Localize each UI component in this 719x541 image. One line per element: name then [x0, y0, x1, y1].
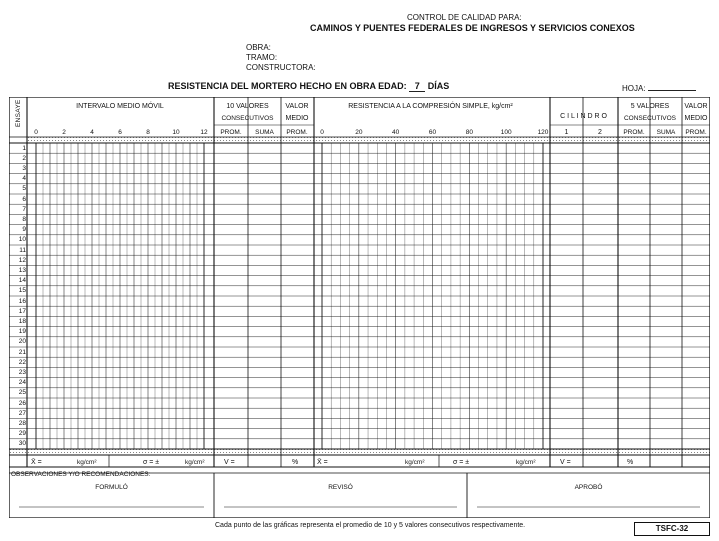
v-right-percent: %	[627, 459, 634, 466]
row-number-30: 30	[18, 440, 26, 448]
intervalo-tick-12: 12	[200, 129, 208, 136]
age-value[interactable]: 7	[409, 81, 425, 92]
sigma-left-unit: kg/cm²	[185, 459, 205, 466]
valor-medio-5-header-1: VALOR	[684, 103, 708, 110]
ensaye-header: ENSAYE	[15, 99, 22, 127]
header-line-1: CONTROL DE CALIDAD PARA:	[407, 13, 522, 22]
xbar-right: X̄ =	[317, 459, 328, 466]
row-number-21: 21	[18, 348, 26, 356]
resistencia-header: RESISTENCIA A LA COMPRESIÓN SIMPLE, kg/cm²	[348, 103, 513, 110]
valor-medio-header-1: VALOR	[285, 103, 309, 110]
cilindro-2-label: 2	[598, 129, 602, 136]
intervalo-tick-2: 2	[62, 129, 66, 136]
row-number-18: 18	[18, 317, 26, 325]
intervalo-tick-8: 8	[146, 129, 150, 136]
ten-values-header: 10 VALORES	[226, 103, 269, 110]
obra-label: OBRA:	[246, 43, 271, 52]
v-left: V =	[224, 459, 235, 466]
footnote: Cada punto de las gráficas representa el promedio de 10 y 5 valores consecutivos respectivamente.	[215, 522, 526, 529]
suma-5-label: SUMA	[656, 129, 676, 136]
sigma-right: σ = ±	[453, 459, 470, 466]
row-number-27: 27	[18, 409, 26, 417]
intervalo-tick-0: 0	[34, 129, 38, 136]
form-code: TSFC-32	[634, 522, 710, 536]
resistencia-tick-20: 20	[355, 129, 363, 136]
prom-5-valor-medio-label: PROM.	[685, 129, 707, 136]
row-number-26: 26	[18, 399, 26, 407]
v-left-percent: %	[292, 459, 299, 466]
row-number-3: 3	[22, 164, 26, 172]
valor-medio-5-header-2: MEDIO	[684, 115, 708, 122]
hoja-input[interactable]	[648, 82, 696, 91]
v-right: V =	[560, 459, 571, 466]
constructora-label: CONSTRUCTORA:	[246, 63, 316, 72]
age-unit: DÍAS	[427, 81, 450, 91]
row-number-12: 12	[18, 256, 26, 264]
row-number-17: 17	[18, 307, 26, 315]
intervalo-tick-4: 4	[90, 129, 94, 136]
row-number-22: 22	[18, 358, 26, 366]
row-number-5: 5	[22, 185, 26, 193]
resistencia-tick-0: 0	[320, 129, 324, 136]
row-number-25: 25	[18, 389, 26, 397]
hoja-field	[622, 82, 696, 93]
sigma-right-unit: kg/cm²	[516, 459, 536, 466]
row-number-24: 24	[18, 379, 26, 387]
sheet-grid	[9, 97, 710, 518]
intervalo-tick-10: 10	[172, 129, 180, 136]
tramo-label: TRAMO:	[246, 53, 278, 62]
form-title	[168, 81, 449, 92]
resistencia-tick-60: 60	[428, 129, 437, 136]
row-number-8: 8	[22, 215, 26, 223]
row-number-16: 16	[18, 297, 26, 305]
row-number-23: 23	[18, 368, 26, 376]
xbar-right-unit: kg/cm²	[405, 459, 425, 466]
resistencia-tick-100: 100	[500, 129, 512, 136]
aprobo-label: APROBÓ	[574, 484, 603, 491]
resistencia-tick-80: 80	[465, 129, 473, 136]
row-number-28: 28	[18, 419, 26, 427]
row-number-10: 10	[18, 236, 26, 244]
row-number-1: 1	[22, 144, 26, 152]
five-values-header: 5 VALORES	[630, 103, 670, 110]
row-number-6: 6	[22, 195, 26, 203]
intervalo-header: INTERVALO MEDIO MÓVIL	[76, 103, 164, 110]
row-number-13: 13	[18, 266, 26, 274]
prom-5-label: PROM.	[623, 129, 645, 136]
data-sheet	[9, 97, 710, 518]
row-number-29: 29	[18, 430, 26, 438]
row-number-15: 15	[18, 287, 26, 295]
cilindro-header: C I L I N D R O	[560, 113, 607, 120]
hoja-label: HOJA:	[622, 84, 646, 93]
row-number-7: 7	[22, 205, 26, 213]
row-number-11: 11	[19, 246, 26, 254]
row-number-14: 14	[18, 277, 26, 285]
intervalo-tick-6: 6	[118, 129, 122, 136]
form-title-text: RESISTENCIA DEL MORTERO HECHO EN OBRA EDAD:	[168, 81, 407, 91]
observaciones-label: OBSERVACIONES Y/O RECOMENDACIONES:	[11, 471, 151, 478]
row-number-4: 4	[22, 175, 26, 183]
formulo-label: FORMULÓ	[95, 484, 128, 491]
resistencia-tick-40: 40	[392, 129, 400, 136]
xbar-left: X̄ =	[31, 459, 42, 466]
cilindro-1-label: 1	[564, 129, 569, 136]
row-number-9: 9	[22, 226, 26, 234]
row-number-19: 19	[18, 328, 26, 336]
ten-values-subheader: CONSECUTIVOS	[221, 115, 274, 122]
row-number-2: 2	[22, 154, 26, 162]
resistencia-tick-120: 120	[537, 129, 549, 136]
row-number-20: 20	[18, 338, 26, 346]
header-line-2: CAMINOS Y PUENTES FEDERALES DE INGRESOS Y SERVICIOS CONEXOS	[310, 23, 635, 33]
prom-10-label: PROM.	[220, 129, 242, 136]
reviso-label: REVISÓ	[328, 484, 353, 491]
valor-medio-header-2: MEDIO	[285, 115, 309, 122]
suma-10-label: SUMA	[255, 129, 274, 136]
prom-valor-medio-label: PROM.	[286, 129, 308, 136]
five-values-subheader: CONSECUTIVOS	[623, 115, 676, 122]
xbar-left-unit: kg/cm²	[77, 459, 97, 466]
sigma-left: σ = ±	[143, 459, 160, 466]
